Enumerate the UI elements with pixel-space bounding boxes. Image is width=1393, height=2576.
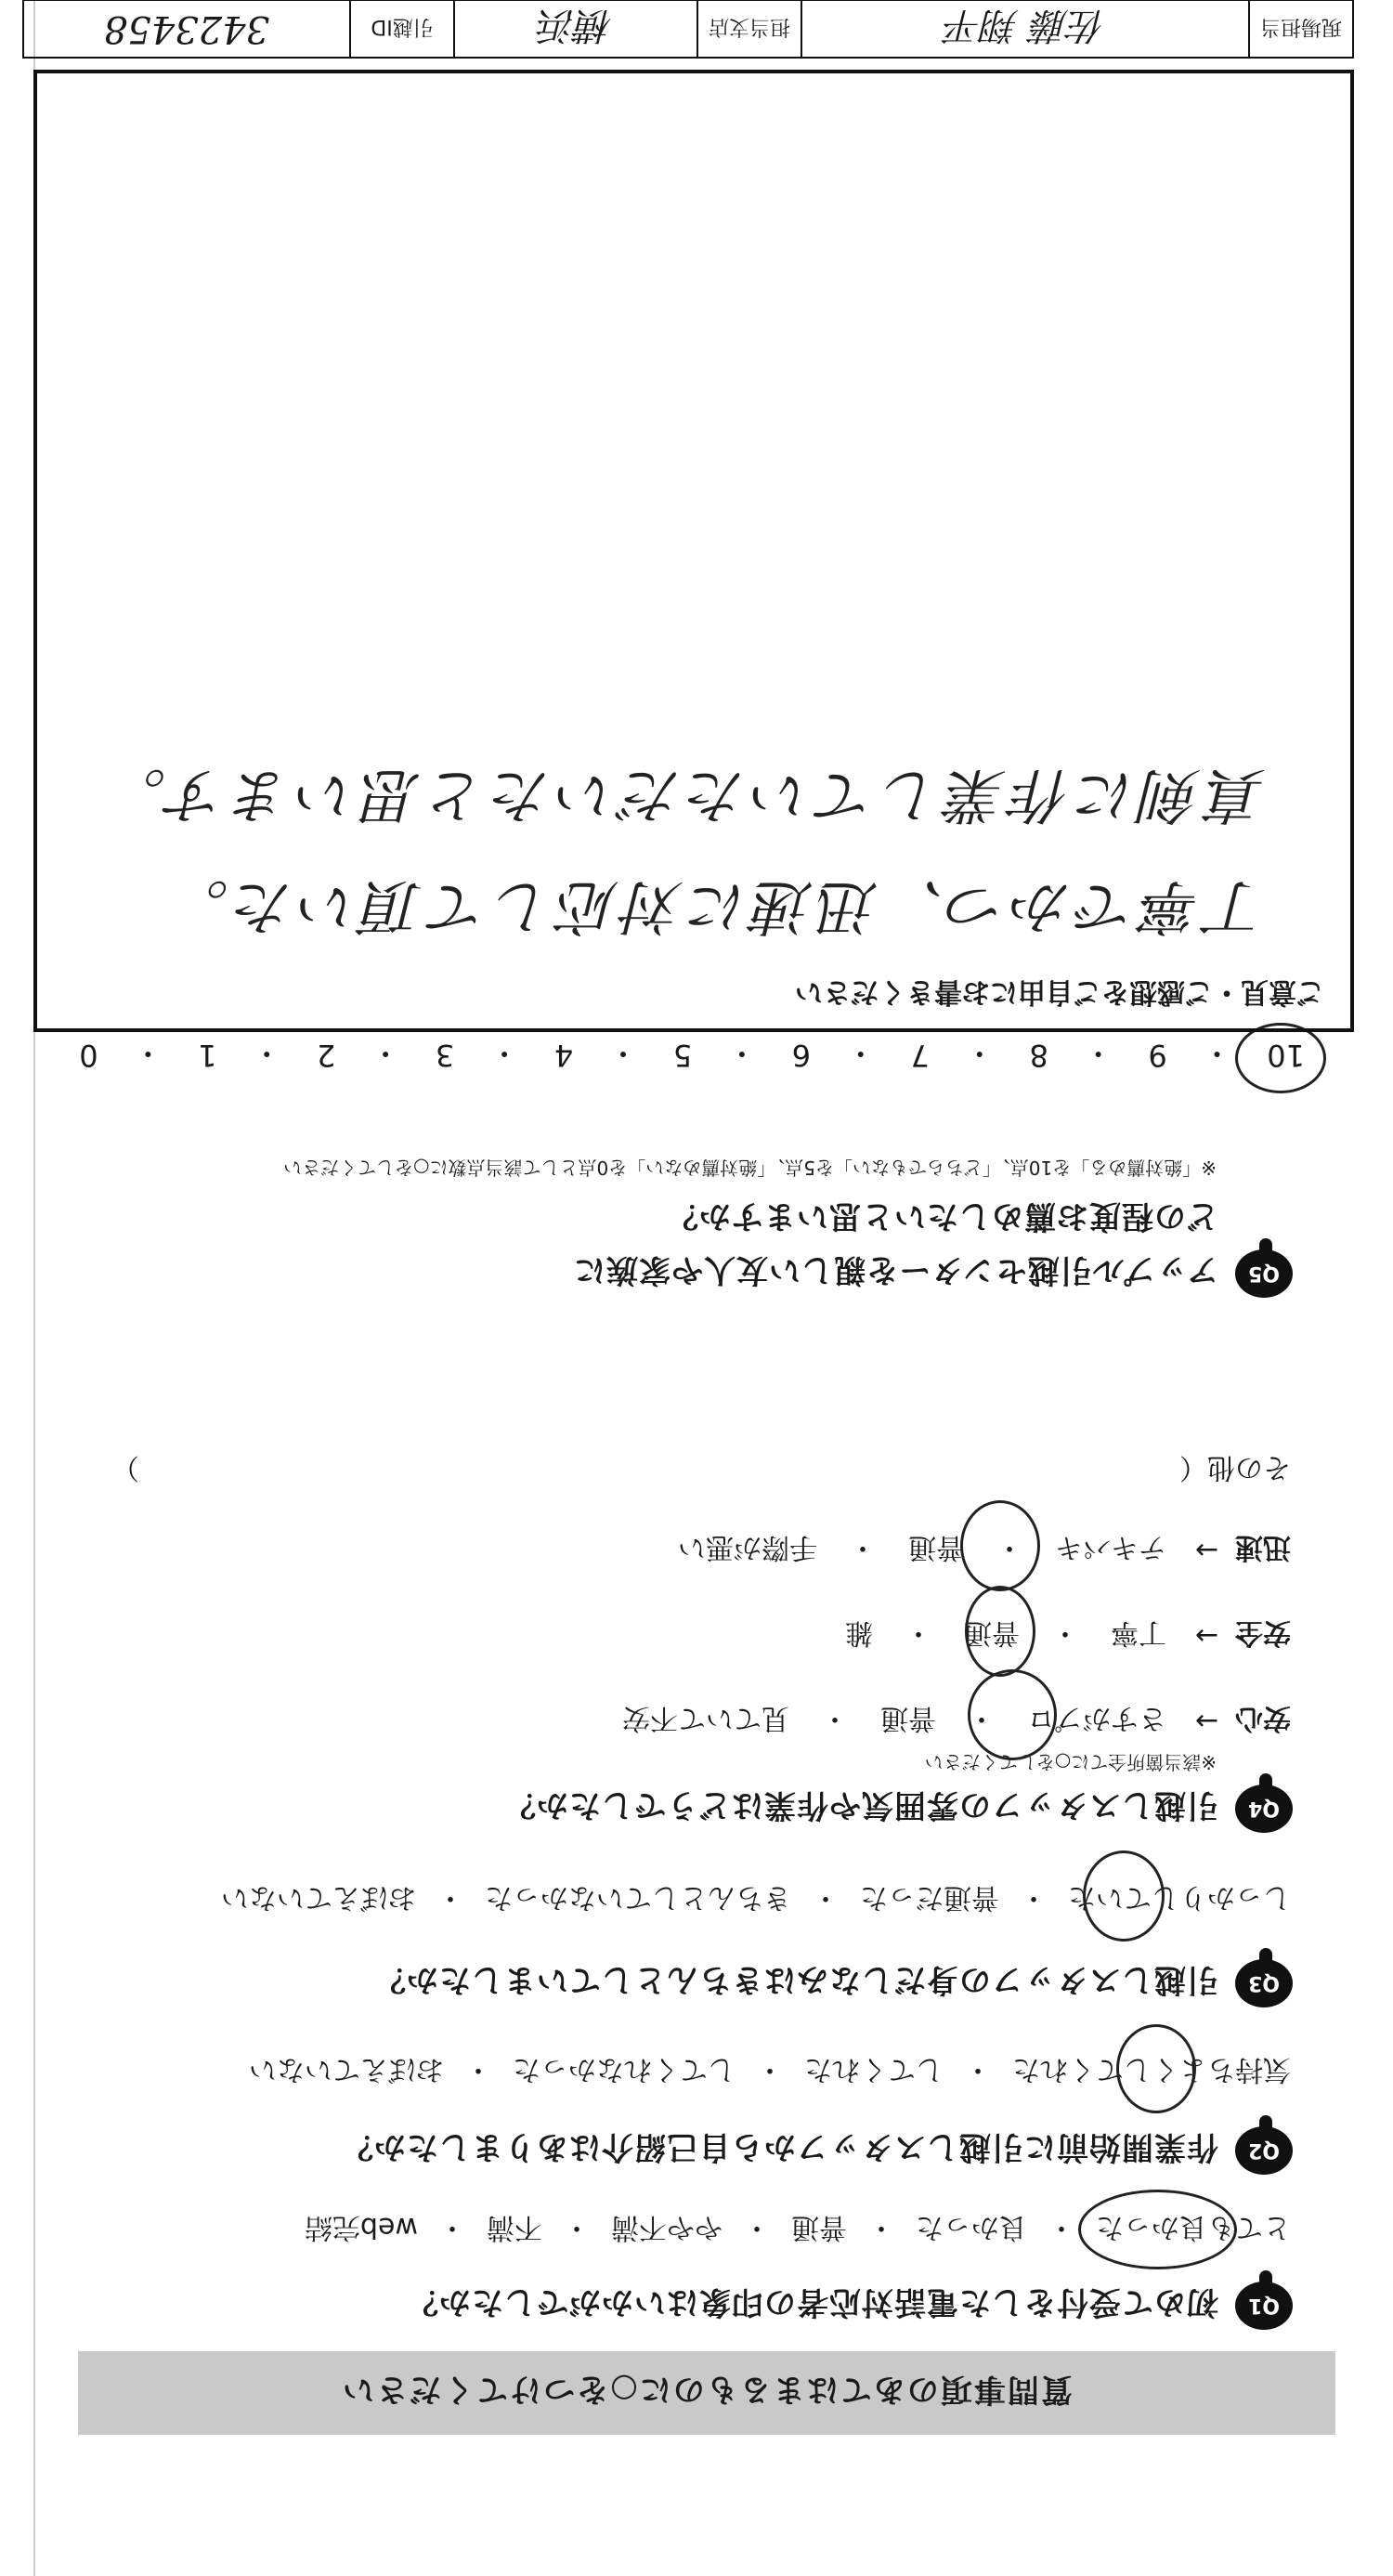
scale-point[interactable]: 5 — [672, 1038, 693, 1073]
q5-selection-circle — [1235, 1023, 1326, 1093]
q2-options: 気持ちよくしてくれた ・ してくれた ・ してくれなかった ・ おぼえていない — [249, 2052, 1291, 2093]
q4-jinsoku-circle — [960, 1500, 1040, 1591]
q4-row-label: 安全 — [1235, 1616, 1291, 1649]
move-id-value: 3423458 — [103, 7, 270, 50]
instruction-banner — [78, 2351, 1335, 2435]
q1-option[interactable]: やや不満 — [611, 2211, 723, 2243]
q3-option[interactable]: おぼえていない — [221, 1881, 416, 1914]
scale-point[interactable]: 10 — [1267, 1038, 1305, 1073]
q1-selection-circle — [1078, 2190, 1237, 2269]
q3-option[interactable]: しっかりしていた — [1068, 1881, 1291, 1914]
q4-anzen-circle — [965, 1586, 1035, 1677]
q2-option[interactable]: してくれた — [804, 2053, 944, 2086]
scale-point[interactable]: 9 — [1148, 1038, 1167, 1073]
q2-text: 作業開始前に引越しスタッフから自己紹介はありましたか？ — [341, 2128, 1218, 2166]
question-2 — [341, 2126, 1293, 2175]
handwritten-comment-line2: 真剣に作業していただいたと思います。 — [101, 760, 1267, 829]
info-table — [22, 0, 1354, 59]
q2-option[interactable]: 気持ちよくしてくれた — [1012, 2053, 1291, 2086]
q3-option[interactable]: 普通だった — [860, 1881, 999, 1914]
q4-row-label: 迅速 — [1235, 1531, 1291, 1563]
q2-badge-icon: Q2 — [1235, 2126, 1293, 2175]
q4-row-anzen: 安全 → 丁寧 ・ 普通 ・ 雑 — [845, 1615, 1291, 1656]
question-4 — [503, 1785, 1293, 1833]
instruction-text: 質問事項のあてはまるものに○をつけてください — [341, 2371, 1073, 2409]
q1-text: 初めて受付をした電話対応者の印象はいかがでしたか？ — [406, 2283, 1218, 2321]
q4-row-jinsoku: 迅速 → テキパキ ・ 普通 ・ 手際が悪い — [678, 1530, 1291, 1571]
arrow-icon: → — [1194, 1705, 1218, 1738]
q4-anshin-circle — [968, 1669, 1057, 1760]
scale-point[interactable]: 0 — [79, 1038, 98, 1073]
q4-option[interactable]: 丁寧 — [1111, 1616, 1166, 1649]
q5-badge-icon: Q5 — [1235, 1249, 1293, 1298]
q4-other-label: その他（ — [1179, 1451, 1291, 1484]
q3-option[interactable]: きちんとしていなかった — [485, 1881, 791, 1914]
question-1 — [406, 2282, 1293, 2330]
q3-text: 引越しスタッフの身だしなみはきちんとしていましたか？ — [373, 1961, 1218, 1999]
q4-option[interactable]: さすがプロ — [1027, 1702, 1166, 1734]
arrow-icon: → — [1194, 1534, 1218, 1567]
branch-label: 担当支店 — [696, 1, 801, 57]
q5-note: ※「絶対薦める」を10点、「どちらでもない」を5点、「絶対薦めない」を0点として該当点数に○をしてください — [283, 1157, 1217, 1179]
scale-point[interactable]: 2 — [317, 1038, 336, 1073]
q4-other — [111, 1450, 1291, 1491]
scale-point[interactable]: 7 — [910, 1038, 930, 1073]
q4-option[interactable]: 手際が悪い — [678, 1531, 817, 1563]
comment-box[interactable] — [33, 70, 1354, 1032]
q3-options: しっかりしていた ・ 普通だった ・ きちんとしていなかった ・ おぼえていない — [221, 1880, 1291, 1921]
leader-label: 現場担当 — [1248, 1, 1352, 57]
scale-point[interactable]: 4 — [553, 1038, 574, 1073]
q4-option[interactable]: 普通 — [908, 1531, 964, 1563]
q4-option[interactable]: 普通 — [964, 1616, 1020, 1649]
q2-option[interactable]: してくれなかった — [513, 2053, 736, 2086]
q4-option[interactable]: 見ていて不安 — [622, 1702, 789, 1734]
handwritten-comment-line1: 丁寧でかつ、迅速に対応して頂いた。 — [163, 871, 1267, 940]
q1-option[interactable]: 普通 — [791, 2211, 847, 2243]
q4-row-label: 安心 — [1235, 1702, 1291, 1734]
q4-option[interactable]: 普通 — [880, 1702, 936, 1734]
scale-point[interactable]: 1 — [198, 1038, 217, 1073]
q1-option[interactable]: web完結 — [304, 2211, 418, 2243]
q4-row-anshin: 安心 → さすがプロ ・ 普通 ・ 見ていて不安 — [622, 1701, 1291, 1742]
q2-option[interactable]: おぼえていない — [249, 2053, 444, 2086]
q5-scale: 10 ・ 9 ・ 8 ・ 7 ・ 6 ・ 5 ・ 4 ・ 3 ・ 2 ・ 1 ・ 0 — [79, 1036, 1305, 1073]
q1-badge-icon: Q1 — [1235, 2282, 1293, 2330]
arrow-icon: → — [1194, 1619, 1218, 1653]
q4-note: ※該当箇所全てに○をしてください — [924, 1751, 1217, 1773]
question-3 — [373, 1959, 1293, 2007]
q5-text-line2: どの程度お薦めしたいと思いますか？ — [666, 1197, 1218, 1235]
q4-badge-icon: Q4 — [1235, 1785, 1293, 1833]
q1-option[interactable]: 不満 — [487, 2211, 542, 2243]
q5-text-line1: アップル引越センターを親しい友人や家族に — [573, 1251, 1218, 1289]
scale-point[interactable]: 3 — [435, 1038, 455, 1073]
leader-value: 佐藤 翔平 — [801, 1, 1248, 57]
comment-title: ご意見・ご感想をご自由にお書きください — [795, 975, 1324, 1008]
q3-selection-circle — [1083, 1850, 1165, 1942]
q1-option[interactable]: とても良かった — [1096, 2211, 1291, 2243]
q4-option[interactable]: 雑 — [845, 1616, 873, 1649]
q1-options: とても良かった ・ 良かった ・ 普通 ・ やや不満 ・ 不満 ・ web完結 — [305, 2210, 1291, 2251]
q4-other-close: ） — [111, 1451, 139, 1484]
move-id-label: 引越ID — [349, 1, 453, 57]
q4-text: 引越しスタッフの雰囲気や作業はどうでしたか？ — [503, 1786, 1218, 1824]
q1-option[interactable]: 良かった — [916, 2211, 1027, 2243]
branch-value: 横浜 — [453, 1, 696, 57]
q3-badge-icon: Q3 — [1235, 1959, 1293, 2007]
scale-point[interactable]: 8 — [1029, 1038, 1048, 1073]
question-5 — [573, 1249, 1293, 1298]
q2-selection-circle — [1116, 2024, 1196, 2113]
scale-point[interactable]: 6 — [791, 1038, 812, 1073]
q4-option[interactable]: テキパキ — [1055, 1531, 1166, 1563]
